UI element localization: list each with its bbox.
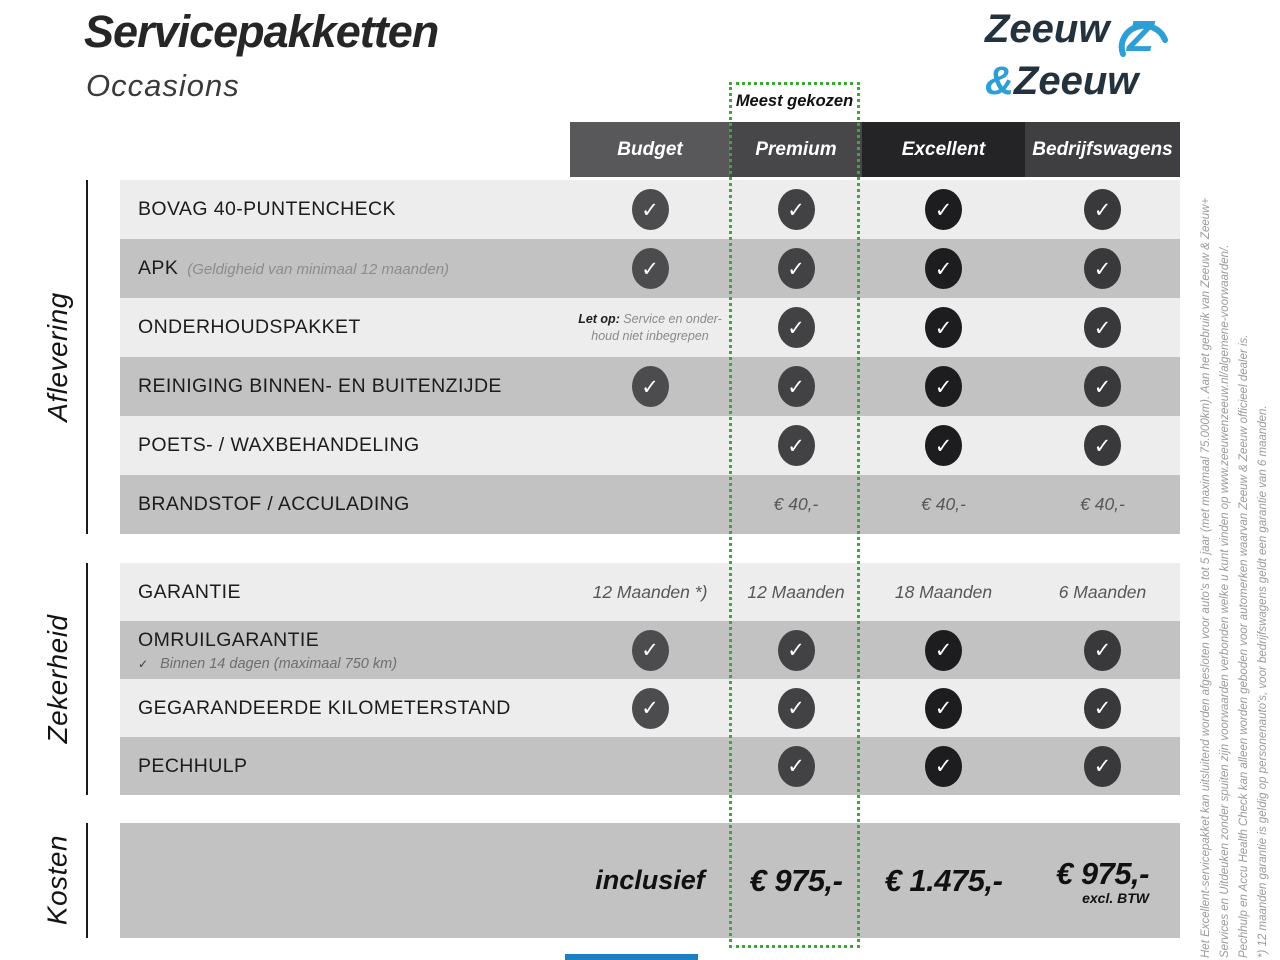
- fine-print-line: *) 12 maanden garantie is geldig op personenauto's, voor bedrijfswagens geldt een garantie van 6 maanden.: [1257, 405, 1269, 958]
- row-label-cell: [120, 563, 570, 621]
- page-subtitle: Occasions: [86, 68, 240, 103]
- cell-value: 12 Maanden: [747, 581, 845, 602]
- cell-check: [862, 416, 1025, 475]
- fine-print-line: Het Excellent-servicepakket kan uitsluitend worden afgesloten voor auto's tot 5 jaar (met maximaal 75.000km). Aan het gebruik van Zeeuw & Zeeuw+: [1200, 197, 1212, 958]
- cell-check: [1025, 357, 1180, 416]
- cell-check: [862, 621, 1025, 679]
- column-header-budget: Budget: [570, 122, 730, 177]
- table-row: [120, 475, 1180, 534]
- meest-gekozen-label: Meest gekozen: [735, 92, 854, 110]
- check-icon: ✓: [632, 366, 669, 407]
- check-icon: ✓: [1084, 307, 1121, 348]
- row-label: PECHHULP: [138, 754, 248, 777]
- check-icon: ✓: [778, 307, 815, 348]
- row-label: BOVAG 40-PUNTENCHECK: [138, 198, 396, 220]
- check-icon: ✓: [925, 248, 962, 289]
- row-label-cell: [120, 298, 570, 357]
- kosten-row: [120, 823, 1180, 938]
- kosten-excellent: € 1.475,-: [884, 862, 1003, 898]
- cell-check: [570, 180, 730, 239]
- kosten-label-spacer: [120, 823, 570, 938]
- footer-accent-bar: [565, 954, 698, 960]
- cell-check: [862, 679, 1025, 737]
- cell-check: [730, 357, 862, 416]
- row-label: OMRUILGARANTIE: [138, 628, 320, 651]
- row-label-line: [138, 198, 396, 221]
- row-label-line: [138, 375, 502, 398]
- check-icon: ✓: [778, 248, 815, 289]
- section-label-aflevering: Aflevering: [42, 292, 73, 422]
- cell-check: [1025, 621, 1180, 679]
- kosten-bedrijfswagens: [1025, 823, 1180, 938]
- row-label-line: [138, 581, 241, 604]
- fine-print-rotated: [1197, 110, 1275, 958]
- check-icon: ✓: [778, 189, 815, 230]
- cell-check: [570, 357, 730, 416]
- cell-value: € 40,-: [921, 494, 966, 514]
- note-bold: Let op:: [578, 312, 620, 327]
- row-label-cell: [120, 621, 570, 679]
- cell-check: [730, 180, 862, 239]
- cell-empty: [570, 475, 730, 534]
- page-title: Servicepakketten: [84, 6, 439, 57]
- cell-check: [862, 239, 1025, 298]
- column-header-row: [120, 122, 1180, 177]
- cell-value: 18 Maanden: [894, 581, 993, 602]
- check-icon: ✓: [925, 366, 962, 407]
- logo-line2: [985, 60, 1195, 102]
- note-text: Let op: Service en onder-houd niet inbegrepen: [578, 312, 722, 343]
- header-spacer: [120, 122, 570, 177]
- cell-note: [570, 298, 730, 357]
- row-label-line: [138, 316, 361, 339]
- check-icon: ✓: [925, 630, 962, 671]
- column-header-premium: Premium: [730, 122, 862, 177]
- fine-print: [1197, 110, 1275, 958]
- check-icon: ✓: [778, 630, 815, 671]
- cell-check: [1025, 180, 1180, 239]
- cell-check: [862, 298, 1025, 357]
- cell-check: [1025, 298, 1180, 357]
- table-row: [120, 679, 1180, 737]
- cell-check: [1025, 679, 1180, 737]
- table-body: [120, 180, 1180, 823]
- logo-ampersand: &: [985, 59, 1014, 103]
- column-header-excellent: Excellent: [862, 122, 1025, 177]
- check-icon: ✓: [778, 688, 815, 729]
- row-label-cell: [120, 737, 570, 795]
- check-icon: ✓: [1084, 630, 1121, 671]
- logo-word2: Zeeuw: [1013, 59, 1139, 103]
- table-row: [120, 239, 1180, 298]
- cell-check: [570, 621, 730, 679]
- kosten-bedrijfswagens-block: [1056, 856, 1149, 906]
- column-header-bedrijfswagens: Bedrijfswagens: [1025, 122, 1180, 177]
- small-check-icon: ✓: [138, 656, 149, 671]
- check-icon: ✓: [1084, 366, 1121, 407]
- row-label: GARANTIE: [138, 580, 241, 603]
- row-label-cell: [120, 679, 570, 737]
- row-label-line: [138, 755, 247, 778]
- logo-line1: [985, 8, 1195, 60]
- cell-check: [570, 239, 730, 298]
- check-icon: ✓: [1084, 425, 1121, 466]
- row-label: GEGARANDEERDE KILOMETERSTAND: [138, 696, 511, 719]
- row-subline: ✓ Binnen 14 dagen (maximaal 750 km): [138, 655, 398, 672]
- kosten-bedrijfswagens-price: € 975,-: [1055, 855, 1149, 891]
- table-row: [120, 180, 1180, 239]
- row-label-line: [138, 493, 410, 516]
- cell-check: [730, 416, 862, 475]
- row-label-line: [138, 434, 420, 457]
- row-label-suffix: (Geldigheid van minimaal 12 maanden): [187, 261, 450, 278]
- table-row: [120, 416, 1180, 475]
- check-icon: ✓: [632, 248, 669, 289]
- check-icon: ✓: [925, 688, 962, 729]
- cell-value: € 40,-: [1080, 494, 1125, 514]
- row-label-cell: [120, 180, 570, 239]
- table-row: [120, 563, 1180, 621]
- row-label-line: [138, 257, 449, 280]
- cell-check: [570, 679, 730, 737]
- check-icon: ✓: [778, 425, 815, 466]
- check-icon: ✓: [1084, 189, 1121, 230]
- section-gap: [120, 534, 1180, 563]
- check-icon: ✓: [632, 688, 669, 729]
- check-icon: ✓: [632, 630, 669, 671]
- row-label-cell: [120, 416, 570, 475]
- check-icon: ✓: [778, 366, 815, 407]
- row-label-cell: [120, 475, 570, 534]
- cell-value: € 40,-: [773, 494, 819, 514]
- check-icon: ✓: [632, 189, 669, 230]
- cell-check: [1025, 416, 1180, 475]
- cell-empty: [570, 737, 730, 795]
- cell-check: [862, 357, 1025, 416]
- check-icon: ✓: [1084, 248, 1121, 289]
- table-row: [120, 737, 1180, 795]
- row-label: APK: [138, 257, 179, 279]
- kosten-premium: € 975,-: [749, 862, 843, 898]
- kosten-budget: inclusief: [595, 865, 705, 895]
- check-icon: ✓: [1084, 746, 1121, 787]
- check-icon: ✓: [925, 746, 962, 787]
- check-icon: ✓: [925, 189, 962, 230]
- section-gap: [120, 795, 1180, 823]
- row-label-line: [138, 697, 511, 720]
- section-divider-aflevering: [86, 180, 88, 534]
- section-divider-zekerheid: [86, 563, 88, 795]
- fine-print-line: Services en Uitdeuken zonder spuiten zijn voorwaarden verbonden welke u kunt vinden op www.zeeuwenzeeuw.nl/algemene-voorwaarden/.: [1219, 244, 1231, 958]
- cell-value: 6 Maanden: [1058, 581, 1147, 602]
- cell-check: [730, 679, 862, 737]
- cell-check: [862, 180, 1025, 239]
- cell-check: [730, 737, 862, 795]
- cell-check: [730, 621, 862, 679]
- row-label-cell: [120, 357, 570, 416]
- table-row: [120, 621, 1180, 679]
- row-label: POETS- / WAXBEHANDELING: [138, 434, 420, 456]
- check-icon: ✓: [925, 425, 962, 466]
- section-divider-kosten: [86, 823, 88, 938]
- cell-check: [730, 298, 862, 357]
- zeeuw-en-zeeuw-logo: [985, 8, 1195, 102]
- logo-word1: Zeeuw: [985, 7, 1110, 51]
- row-label-line: [138, 629, 319, 652]
- cell-empty: [570, 416, 730, 475]
- row-label-cell: [120, 239, 570, 298]
- logo-z-swoosh-icon: [1111, 8, 1173, 60]
- cell-value: 12 Maanden *): [592, 581, 708, 602]
- fine-print-line: Pechhulp en Accu Health Check kan alleen worden geboden voor automerken waarvan Zeeuw & Zeeuw officieel dealer is.: [1238, 334, 1250, 958]
- cell-check: [1025, 239, 1180, 298]
- check-icon: ✓: [925, 307, 962, 348]
- section-label-kosten: Kosten: [41, 834, 73, 926]
- row-label: ONDERHOUDSPAKKET: [138, 316, 361, 338]
- kosten-bedrijfswagens-sub: excl. BTW: [1082, 889, 1149, 906]
- cell-check: [730, 239, 862, 298]
- row-label: REINIGING BINNEN- EN BUITENZIJDE: [138, 375, 502, 397]
- check-icon: ✓: [1084, 688, 1121, 729]
- cell-check: [862, 737, 1025, 795]
- package-comparison-table: [120, 122, 1180, 938]
- check-icon: ✓: [778, 746, 815, 787]
- section-label-zekerheid: Zekerheid: [42, 614, 73, 744]
- cell-check: [1025, 737, 1180, 795]
- svg-text:Z: Z: [1127, 12, 1155, 60]
- table-row: [120, 298, 1180, 357]
- table-row: [120, 357, 1180, 416]
- row-label: BRANDSTOF / ACCULADING: [138, 493, 410, 515]
